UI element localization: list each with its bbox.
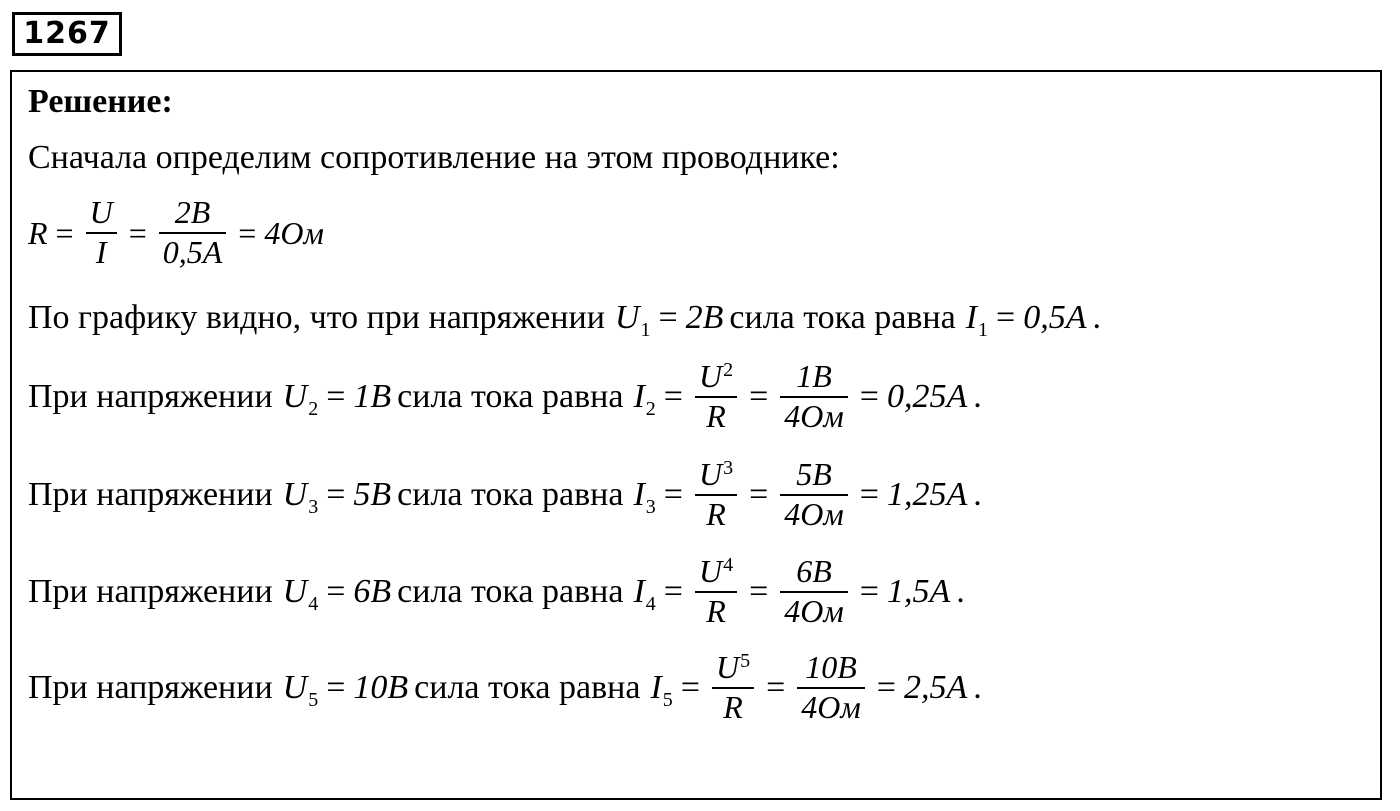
equals-sign: =: [663, 476, 683, 513]
line-mid-text: сила тока равна: [397, 378, 624, 415]
fraction-numerator: 1B: [796, 358, 832, 395]
current-subscript: 2: [645, 397, 656, 420]
voltage-value: 6B: [353, 573, 392, 610]
current-variable: I: [965, 299, 978, 336]
equals-sign: =: [749, 573, 769, 610]
current-variable: I: [650, 669, 662, 706]
fraction-values: [797, 651, 865, 724]
fraction-values: [780, 360, 848, 433]
equals-sign: =: [658, 299, 678, 336]
current-variable: I: [633, 573, 645, 610]
fraction-denominator: I: [95, 234, 107, 270]
line-prefix: При напряжении: [28, 669, 273, 706]
current-subscript: 5: [662, 688, 673, 711]
voltage-value: 5B: [353, 476, 392, 513]
numerator-subscript: 2: [723, 359, 734, 382]
equals-sign: =: [326, 669, 346, 706]
fraction-u-over-r: [695, 458, 737, 531]
numerator-subscript: 4: [723, 554, 734, 577]
voltage-subscript: 2: [308, 397, 319, 420]
sentence-period: .: [973, 669, 982, 706]
fraction-denominator: 4Ом: [784, 593, 844, 629]
equals-sign: =: [680, 669, 700, 706]
numerator-variable: U: [698, 358, 723, 395]
numerator-variable: U: [715, 649, 740, 686]
solution-heading: Решение:: [28, 83, 173, 120]
equals-sign: =: [238, 214, 257, 251]
line-prefix: При напряжении: [28, 573, 273, 610]
formula-r-lhs: R: [28, 214, 48, 251]
equals-sign: =: [326, 378, 346, 415]
fraction-numerator: [695, 555, 737, 591]
fraction-denominator: 4Ом: [801, 689, 861, 725]
voltage-value: 2B: [685, 299, 724, 336]
fraction-numerator: U: [89, 194, 113, 231]
equals-sign: =: [749, 476, 769, 513]
equals-sign: =: [749, 378, 769, 415]
voltage-value: 10B: [353, 669, 409, 706]
voltage-subscript: 3: [308, 495, 319, 518]
voltage-variable: U: [282, 476, 308, 513]
sentence-period: .: [973, 378, 982, 415]
voltage-line-5: [28, 648, 982, 728]
current-subscript: 1: [978, 318, 989, 341]
intro-row: [28, 118, 840, 198]
current-subscript: 4: [645, 592, 656, 615]
fraction-numerator: [695, 458, 737, 494]
numerator-variable: U: [698, 553, 723, 590]
equals-sign: =: [663, 573, 683, 610]
current-subscript: 3: [645, 495, 656, 518]
equals-sign: =: [876, 669, 896, 706]
voltage-line-4: [28, 552, 965, 632]
equals-sign: =: [859, 573, 879, 610]
fraction-numerator: [712, 651, 754, 687]
voltage-subscript: 4: [308, 592, 319, 615]
voltage-variable: U: [282, 378, 308, 415]
current-value: 0,5A: [1023, 299, 1087, 336]
intro-text: Сначала определим сопротивление на этом проводнике:: [28, 139, 840, 176]
equals-sign: =: [766, 669, 786, 706]
sentence-period: .: [973, 476, 982, 513]
numerator-variable: U: [698, 456, 723, 493]
fraction-u-over-r: [695, 360, 737, 433]
voltage-variable: U: [282, 573, 308, 610]
fraction-values: [159, 196, 227, 269]
current-result: 2,5A: [903, 669, 968, 706]
voltage-line-2: [28, 357, 982, 437]
line-prefix: При напряжении: [28, 378, 273, 415]
fraction-denominator: R: [706, 593, 726, 629]
equals-sign: =: [859, 378, 879, 415]
current-result: 1,25A: [886, 476, 968, 513]
graph-statement-row: [28, 278, 1101, 358]
fraction-u-over-r: [712, 651, 754, 724]
equals-sign: =: [55, 214, 74, 251]
voltage-subscript: 5: [308, 688, 319, 711]
equals-sign: =: [326, 476, 346, 513]
graph-text-mid: сила тока равна: [729, 299, 956, 336]
fraction-numerator: 5B: [796, 456, 832, 493]
fraction-u-over-i: [86, 196, 117, 269]
graph-text-before: По графику видно, что при напряжении: [28, 299, 605, 336]
line-mid-text: сила тока равна: [414, 669, 641, 706]
fraction-denominator: 0,5A: [162, 234, 223, 270]
voltage-variable: U: [282, 669, 308, 706]
formula-r-result: 4Ом: [264, 214, 324, 251]
sentence-period: .: [1092, 299, 1101, 336]
fraction-values: [780, 555, 848, 628]
fraction-numerator: 6B: [796, 553, 832, 590]
fraction-denominator: R: [706, 496, 726, 532]
fraction-denominator: 4Ом: [784, 496, 844, 532]
current-variable: I: [633, 476, 645, 513]
sentence-period: .: [956, 573, 965, 610]
line-mid-text: сила тока равна: [397, 476, 624, 513]
current-result: 0,25A: [886, 378, 968, 415]
fraction-denominator: 4Ом: [784, 398, 844, 434]
problem-number: 1267: [12, 12, 122, 56]
fraction-numerator: 10B: [805, 649, 857, 686]
equals-sign: =: [326, 573, 346, 610]
line-mid-text: сила тока равна: [397, 573, 624, 610]
current-variable: I: [633, 378, 645, 415]
fraction-values: [780, 458, 848, 531]
fraction-denominator: R: [706, 398, 726, 434]
current-result: 1,5A: [886, 573, 951, 610]
equals-sign: =: [859, 476, 879, 513]
fraction-u-over-r: [695, 555, 737, 628]
voltage-variable: U: [614, 299, 640, 336]
fraction-numerator: [695, 360, 737, 396]
equals-sign: =: [996, 299, 1016, 336]
voltage-subscript: 1: [640, 318, 651, 341]
numerator-subscript: 3: [723, 457, 734, 480]
numerator-subscript: 5: [740, 650, 751, 673]
equals-sign: =: [128, 214, 147, 251]
voltage-value: 1B: [353, 378, 392, 415]
fraction-denominator: R: [723, 689, 743, 725]
fraction-numerator: 2B: [174, 194, 211, 231]
line-prefix: При напряжении: [28, 476, 273, 513]
resistance-formula: [28, 193, 324, 273]
equals-sign: =: [663, 378, 683, 415]
voltage-line-3: [28, 455, 982, 535]
